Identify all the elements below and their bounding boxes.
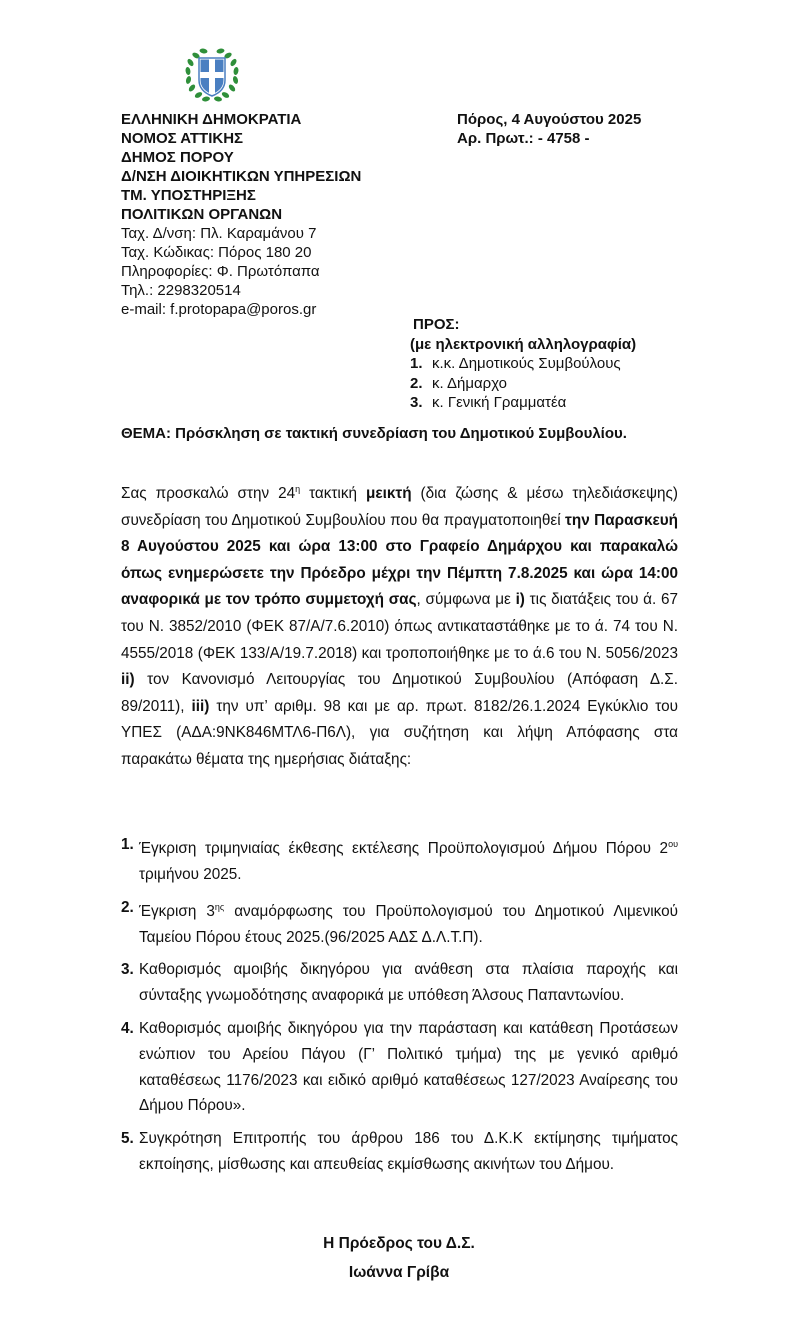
body-superscript: η — [295, 484, 301, 494]
agenda-text: τριμήνου 2025. — [139, 865, 242, 883]
contact-line: Ταχ. Δ/νση: Πλ. Καραμάνου 7 — [121, 225, 317, 242]
contact-line: Τηλ.: 2298320514 — [121, 282, 241, 299]
agenda-item — [121, 1126, 678, 1178]
org-line: Δ/ΝΣΗ ΔΙΟΙΚΗΤΙΚΩΝ ΥΠΗΡΕΣΙΩΝ — [121, 168, 362, 185]
agenda-item — [121, 832, 678, 888]
agenda-text: Έγκριση τριμηνιαίας έκθεσης εκτέλεσης Προϋπολογισμού Δήμου Πόρου 2 — [139, 840, 669, 858]
agenda-text: Καθορισμός αμοιβής δικηγόρου για ανάθεση στα πλαίσια παροχής και σύνταξης γνωμοδότησης αναφορικά με υπόθεση Άλσους Παπαντωνίου. — [139, 961, 678, 1005]
agenda-superscript: ου — [668, 839, 678, 849]
body-text: Σας προσκαλώ στην 24 — [121, 485, 296, 503]
body-bold-text: μεικτή — [365, 485, 412, 503]
org-line: ΠΟΛΙΤΙΚΩΝ ΟΡΓΑΝΩΝ — [121, 206, 283, 223]
contact-line: e-mail: f.protopapa@poros.gr — [121, 301, 317, 318]
recipient-number: 1. — [410, 355, 423, 372]
recipients-block — [410, 315, 637, 413]
agenda-item — [121, 1016, 678, 1119]
body-text: τον Κανονισμό Λειτουργίας του Δημοτικού Συμβουλίου (Απόφαση Δ.Σ. 89/2011), — [121, 671, 678, 715]
meeting-details: την Παρασκευή 8 Αυγούστου 2025 και ώρα 13:00 στο Γραφείο Δημάρχου και παρακαλώ όπως ενημερώσετε την Πρόεδρο μέχρι την Πέμπτη 7.8.2025 και ώρα 14:00 αναφορικά με τον τρόπο συμμετοχή σας — [121, 511, 678, 609]
signature-title: Η Πρόεδρος του Δ.Σ. — [323, 1235, 475, 1252]
recipient-item — [410, 393, 636, 413]
contact-line: Ταχ. Κώδικας: Πόρος 180 20 — [121, 244, 312, 261]
body-text: τις διατάξεις του ά. 67 του Ν. 3852/2010 (ΦΕΚ 87/Α/7.6.2010) όπως αντικαταστάθηκε με το ά. 74 του Ν. 4555/2018 (ΦΕΚ 133/Α/19.7.2018) και τροποποιήθηκε με το ά.6 του Ν. 5056/2023 — [121, 591, 678, 662]
recipients-title: ΠΡΟΣ: — [413, 316, 460, 333]
sender-block — [121, 110, 361, 319]
org-line: ΤΜ. ΥΠΟΣΤΗΡΙΞΗΣ — [121, 187, 256, 204]
agenda-superscript: ης — [214, 901, 225, 912]
org-line: ΔΗΜΟΣ ΠΟΡΟΥ — [121, 149, 234, 166]
recipient-number: 3. — [410, 394, 423, 411]
legal-ref-marker: iii) — [191, 697, 210, 715]
legal-ref-marker: ii) — [121, 671, 135, 689]
body-text: την υπ’ αριθμ. 98 και με αρ. πρωτ. 8182/26.1.2024 Εγκύκλιο του ΥΠΕΣ (ΑΔΑ:9ΝΚ846ΜΤΛ6-Π6Λ), για συζήτηση και λήψη Απόφασης στα παρακάτω θέματα της ημερήσιας διάταξης: — [121, 697, 678, 769]
subject-line: ΘΕΜΑ: Πρόσκληση σε τακτική συνεδρίαση του Δημοτικού Συμβουλίου. — [121, 425, 627, 442]
recipient-text: κ. Δήμαρχο — [432, 374, 508, 392]
signature-block — [0, 1229, 798, 1287]
date-protocol-block — [457, 110, 641, 148]
recipients-subtitle: (με ηλεκτρονική αλληλογραφία) — [410, 335, 637, 353]
recipient-number: 2. — [410, 374, 423, 392]
agenda-list — [121, 832, 678, 1185]
signature-name: Ιωάννα Γρίβα — [348, 1264, 450, 1281]
protocol-line: Αρ. Πρωτ.: - 4758 - — [457, 130, 590, 147]
body-text: τακτική — [300, 485, 366, 503]
date-line: Πόρος, 4 Αυγούστου 2025 — [457, 111, 642, 128]
agenda-text: αναμόρφωσης του Προϋπολογισμού του Δημοτικού Λιμενικού Ταμείου Πόρου έτους 2025.(96/2025 ΑΔΣ Δ.Λ.Τ.Π). — [139, 902, 678, 946]
body-text: , σύμφωνα με — [416, 591, 516, 609]
org-line: ΕΛΛΗΝΙΚΗ ΔΗΜΟΚΡΑΤΙΑ — [121, 111, 302, 128]
body-paragraph — [121, 476, 678, 774]
agenda-number: 4. — [121, 1019, 134, 1037]
agenda-number: 2. — [121, 898, 134, 916]
agenda-number: 3. — [121, 961, 134, 979]
body-text: (δια ζώσης & μέσω τηλεδιάσκεψης) συνεδρίαση του Δημοτικού Συμβουλίου που θα πραγματοποιηθεί — [121, 485, 678, 529]
agenda-item — [121, 957, 678, 1009]
agenda-text: Συγκρότηση Επιτροπής του άρθρου 186 του Δ.Κ.Κ εκτίμησης τιμήματος εκποίησης, μίσθωσης και απευθείας εκμίσθωσης ακινήτων του Δήμου. — [139, 1130, 678, 1173]
legal-ref-marker: i) — [515, 591, 525, 609]
org-line: ΝΟΜΟΣ ΑΤΤΙΚΗΣ — [121, 130, 244, 147]
recipient-item — [410, 374, 636, 394]
agenda-text: Καθορισμός αμοιβής δικηγόρου για την παράσταση και κατάθεση Προτάσεων ενώπιον του Αρείου Πάγου (Γ’ Πολιτικό τμήμα) της με γενικό αριθμό καταθέσεως 1176/2023 και ειδικό αριθμό καταθέσεως 127/2023 Αναίρεσης του Δήμου Πόρου». — [139, 1019, 678, 1115]
greek-coat-of-arms-icon — [183, 46, 241, 104]
contact-line: Πληροφορίες: Φ. Πρωτόπαπα — [121, 263, 320, 280]
agenda-item — [121, 895, 678, 951]
recipient-item — [410, 354, 636, 374]
recipient-text: κ.κ. Δημοτικούς Συμβούλους — [432, 355, 621, 372]
agenda-text: Έγκριση 3 — [139, 902, 215, 920]
agenda-number: 1. — [121, 836, 134, 853]
recipient-text: κ. Γενική Γραμματέα — [432, 394, 567, 411]
agenda-number: 5. — [121, 1130, 134, 1148]
